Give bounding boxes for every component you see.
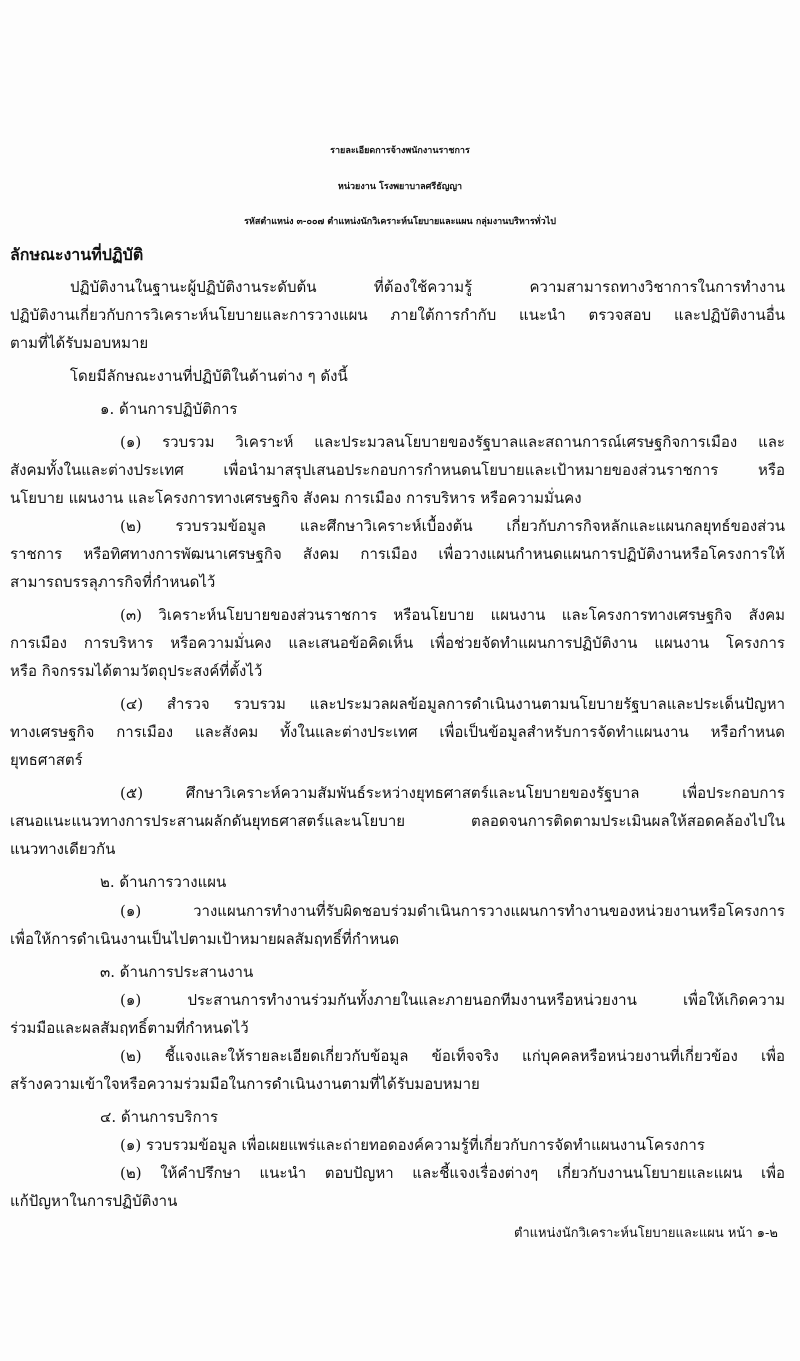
s1-item3-line1: (๓) วิเคราะห์นโยบายของส่วนราชการ หรือนโยบาย แผนงาน และโครงการทางเศรษฐกิจ สังคม	[120, 606, 785, 624]
s1-item2-line3: สามารถบรรลุภารกิจที่กำหนดไว้	[10, 573, 216, 591]
s4-item1-line1: (๑) รวบรวมข้อมูล เพื่อเผยแพร่และถ่ายทอดองค์ความรู้ที่เกี่ยวกับการจัดทำแผนงานโครงการ	[120, 1136, 705, 1154]
s2-item1-line2: เพื่อให้การดำเนินงานเป็นไปตามเป้าหมายผลสัมฤทธิ์ที่กำหนด	[10, 930, 400, 948]
s1-item3-line2: การเมือง การบริหาร หรือความมั่นคง และเสนอข้อคิดเห็น เพื่อช่วยจัดทำแผนการปฏิบัติงาน แผนงาน โครงการ	[10, 634, 785, 652]
position-line: รหัสตำแหน่ง ๓-๐๐๗ ตำแหน่งนักวิเคราะห์นโยบายและแผน กลุ่มงานบริหารทั่วไป	[244, 217, 556, 227]
s1-item1-line2: สังคมทั้งในและต่างประเทศ เพื่อนำมาสรุปเสนอประกอบการกำหนดนโยบายและเป้าหมายของส่วนราชการ หรือ	[10, 461, 785, 479]
s1-item1-line1: (๑) รวบรวม วิเคราะห์ และประมวลนโยบายของรัฐบาลและสถานการณ์เศรษฐกิจการเมือง และ	[120, 433, 785, 451]
s1-item2-line2: ราชการ หรือทิศทางการพัฒนาเศรษฐกิจ สังคม การเมือง เพื่อวางแผนกำหนดแผนการปฏิบัติงานหรือโครงการให้	[10, 545, 785, 563]
s3-item1-line2: ร่วมมือและผลสัมฤทธิ์ตามที่กำหนดไว้	[10, 1019, 249, 1037]
document-title: รายละเอียดการจ้างพนักงานราชการ	[330, 146, 470, 156]
s2-item1-line1: (๑) วางแผนการทำงานที่รับผิดชอบร่วมดำเนินการวางแผนการทำงานของหน่วยงานหรือโครงการ	[120, 902, 785, 920]
s1-item5-line2: เสนอแนะแนวทางการประสานผลักดันยุทธศาสตร์และนโยบาย ตลอดจนการติดตามประเมินผลให้สอดคล้องไปใน	[10, 812, 785, 830]
s3-item2-line1: (๒) ชี้แจงและให้รายละเอียดเกี่ยวกับข้อมูล ข้อเท็จจริง แก่บุคคลหรือหน่วยงานที่เกี่ยวข้อง เพื่อ	[120, 1047, 785, 1065]
agency-line: หน่วยงาน โรงพยาบาลศรีธัญญา	[337, 182, 463, 192]
section-2-heading: ๒. ด้านการวางแผน	[100, 873, 227, 891]
section-4-heading: ๔. ด้านการบริการ	[100, 1108, 219, 1126]
intro-line-3: ตามที่ได้รับมอบหมาย	[10, 334, 149, 352]
page-footer: ตำแหน่งนักวิเคราะห์นโยบายและแผน หน้า ๑-๒	[513, 1226, 778, 1241]
s1-item4-line3: ยุทธศาสตร์	[10, 751, 83, 769]
s1-item3-line3: หรือ กิจกรรมได้ตามวัตถุประสงค์ที่ตั้งไว้	[10, 662, 263, 680]
section-heading: ลักษณะงานที่ปฏิบัติ	[10, 245, 144, 264]
intro-line-4: โดยมีลักษณะงานที่ปฏิบัติในด้านต่าง ๆ ดังนี้	[70, 367, 348, 385]
s1-item2-line1: (๒) รวบรวมข้อมูล และศึกษาวิเคราะห์เบื้องต้น เกี่ยวกับภารกิจหลักและแผนกลยุทธ์ของส่วน	[120, 517, 785, 535]
s1-item5-line1: (๕) ศึกษาวิเคราะห์ความสัมพันธ์ระหว่างยุทธศาสตร์และนโยบายของรัฐบาล เพื่อประกอบการ	[120, 784, 785, 802]
s4-item2-line1: (๒) ให้คำปรึกษา แนะนำ ตอบปัญหา และชี้แจงเรื่องต่างๆ เกี่ยวกับงานนโยบายและแผน เพื่อ	[120, 1164, 785, 1182]
section-3-heading: ๓. ด้านการประสานงาน	[100, 963, 254, 981]
s4-item2-line2: แก้ปัญหาในการปฏิบัติงาน	[10, 1192, 178, 1210]
s1-item4-line2: ทางเศรษฐกิจ การเมือง และสังคม ทั้งในและต่างประเทศ เพื่อเป็นข้อมูลสำหรับการจัดทำแผนงาน หรือกำหนด	[10, 723, 785, 741]
s1-item4-line1: (๔) สำรวจ รวบรวม และประมวลผลข้อมูลการดำเนินงานตามนโยบายรัฐบาลและประเด็นปัญหา	[120, 695, 785, 713]
section-1-heading: ๑. ด้านการปฏิบัติการ	[100, 400, 238, 418]
s3-item2-line2: สร้างความเข้าใจหรือความร่วมมือในการดำเนินงานตามที่ได้รับมอบหมาย	[10, 1075, 480, 1093]
s1-item5-line3: แนวทางเดียวกัน	[10, 840, 116, 858]
s3-item1-line1: (๑) ประสานการทำงานร่วมกันทั้งภายในและภายนอกทีมงานหรือหน่วยงาน เพื่อให้เกิดความ	[120, 991, 785, 1009]
intro-line-2: ปฏิบัติงานเกี่ยวกับการวิเคราะห์นโยบายและการวางแผน ภายใต้การกำกับ แนะนำ ตรวจสอบ และปฏิบัติงานอื่น	[10, 306, 785, 324]
s1-item1-line3: นโยบาย แผนงาน และโครงการทางเศรษฐกิจ สังคม การเมือง การบริหาร หรือความมั่นคง	[10, 489, 582, 507]
intro-line-1: ปฏิบัติงานในฐานะผู้ปฏิบัติงานระดับต้น ที่ต้องใช้ความรู้ ความสามารถทางวิชาการในการทำงาน	[70, 278, 785, 296]
